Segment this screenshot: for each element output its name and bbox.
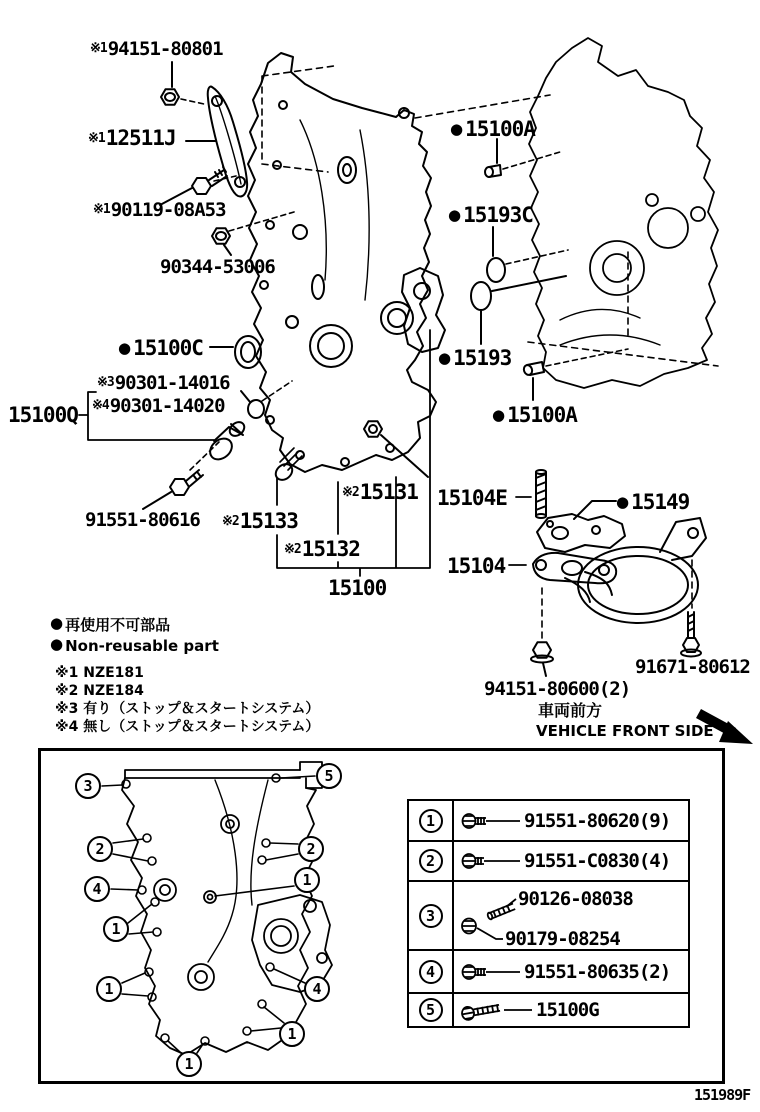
plug-15100A-top-drawing [485,139,560,177]
front-note-jp: 車両前方 [538,701,603,720]
bolt-icon [460,851,522,871]
bolt-icon [460,811,522,831]
bolt-icon [460,962,522,982]
callout-1-left-mid: 1 [103,916,129,942]
fastener-table [407,799,690,1028]
part-label-15193: ●15193 [438,346,512,370]
table-row [409,801,688,840]
table-row [409,840,688,880]
row-number-badge: 1 [419,809,443,833]
part-label-15100A-top: ●15100A [450,117,535,141]
part-label-91671-80612: 91671-80612 [635,656,750,678]
part-label-94151-80600: 94151-80600(2) [484,678,631,700]
row-number-badge: 4 [419,960,443,984]
part-label-15100A-bottom: ●15100A [492,403,577,427]
part-label-15193C: ●15193C [448,203,533,227]
nut-94151-80600-drawing [531,588,553,676]
front-note-en: VEHICLE FRONT SIDE [536,722,714,740]
legend-note-1: ※1 NZE181 [55,665,144,681]
gasket-15149-drawing [537,501,625,552]
fastener-part-number: 90179-08254 [505,928,620,950]
row-number-badge: 3 [419,904,443,928]
fastener-part-number: 15100G [536,999,599,1021]
long-bolt-icon [458,998,534,1022]
legend-note-4: ※4 無し（ストップ＆スタートシステム） [55,719,320,735]
part-label-15149: ●15149 [616,490,690,514]
fastener-part-number: 91551-C0830(4) [524,850,671,872]
callout-2-left: 2 [87,836,113,862]
callout-3: 3 [75,773,101,799]
part-label-91551-80616: 91551-80616 [85,509,200,531]
fastener-part-number: 90126-08038 [518,888,633,910]
callout-1-bottom-right: 1 [279,1021,305,1047]
callout-1-bottom-center: 1 [176,1051,202,1077]
oring-15193-drawing [471,276,566,344]
callout-4-left: 4 [84,876,110,902]
row-number-badge: 5 [419,998,443,1022]
part-label-90344-53006: 90344-53006 [160,256,275,278]
part-label-15133: ※215133 [222,509,298,533]
table-row [409,880,688,949]
part-label-15132: ※215132 [284,537,360,561]
part-label-90301-14020: ※490301-14020 [92,395,225,417]
row-number-badge: 2 [419,849,443,873]
part-label-15104: 15104 [447,554,506,578]
oring-15193C-drawing [487,227,568,282]
oil-strainer-15104-drawing [533,518,706,623]
part-label-15100Q: 15100Q [8,403,78,427]
plug-15100A-bottom-drawing [523,349,628,400]
part-label-15104E: 15104E [437,486,507,510]
table-row [409,992,688,1026]
part-label-15131: ※215131 [342,480,418,504]
table-row [409,949,688,992]
part-label-15100: 15100 [328,576,387,600]
callout-1-right-mid: 1 [294,867,320,893]
callout-4-right: 4 [304,976,330,1002]
callout-5: 5 [316,763,342,789]
fastener-part-number: 91551-80620(9) [524,809,671,832]
legend-non-reusable-jp: ● 再使用不可部品 [50,614,171,634]
part-label-94151-80801: ※194151-80801 [90,38,223,60]
part-label-12511J: ※112511J [88,126,176,150]
figure-code: 151989F [694,1086,751,1104]
union-valve-drawing [190,419,247,470]
fastener-part-number: 91551-80635(2) [524,960,671,983]
nut-94151-80801-drawing [161,62,204,105]
callout-1-left-low: 1 [96,976,122,1002]
timing-cover-drawing [248,53,445,472]
callout-2-right: 2 [298,836,324,862]
part-label-90301-14016: ※390301-14016 [97,372,230,394]
legend-note-3: ※3 有り（ストップ＆スタートシステム） [55,701,320,717]
oil-seal-15100C-drawing [210,336,261,368]
part-label-15100C: ●15100C [118,336,203,360]
stud-15104E-drawing [536,470,546,518]
legend-non-reusable-en: ● Non-reusable part [50,635,219,655]
bolt-91551-80616-drawing [143,470,203,509]
legend-note-2: ※2 NZE184 [55,683,144,699]
part-label-90119-08A53: ※190119-08A53 [93,199,226,221]
